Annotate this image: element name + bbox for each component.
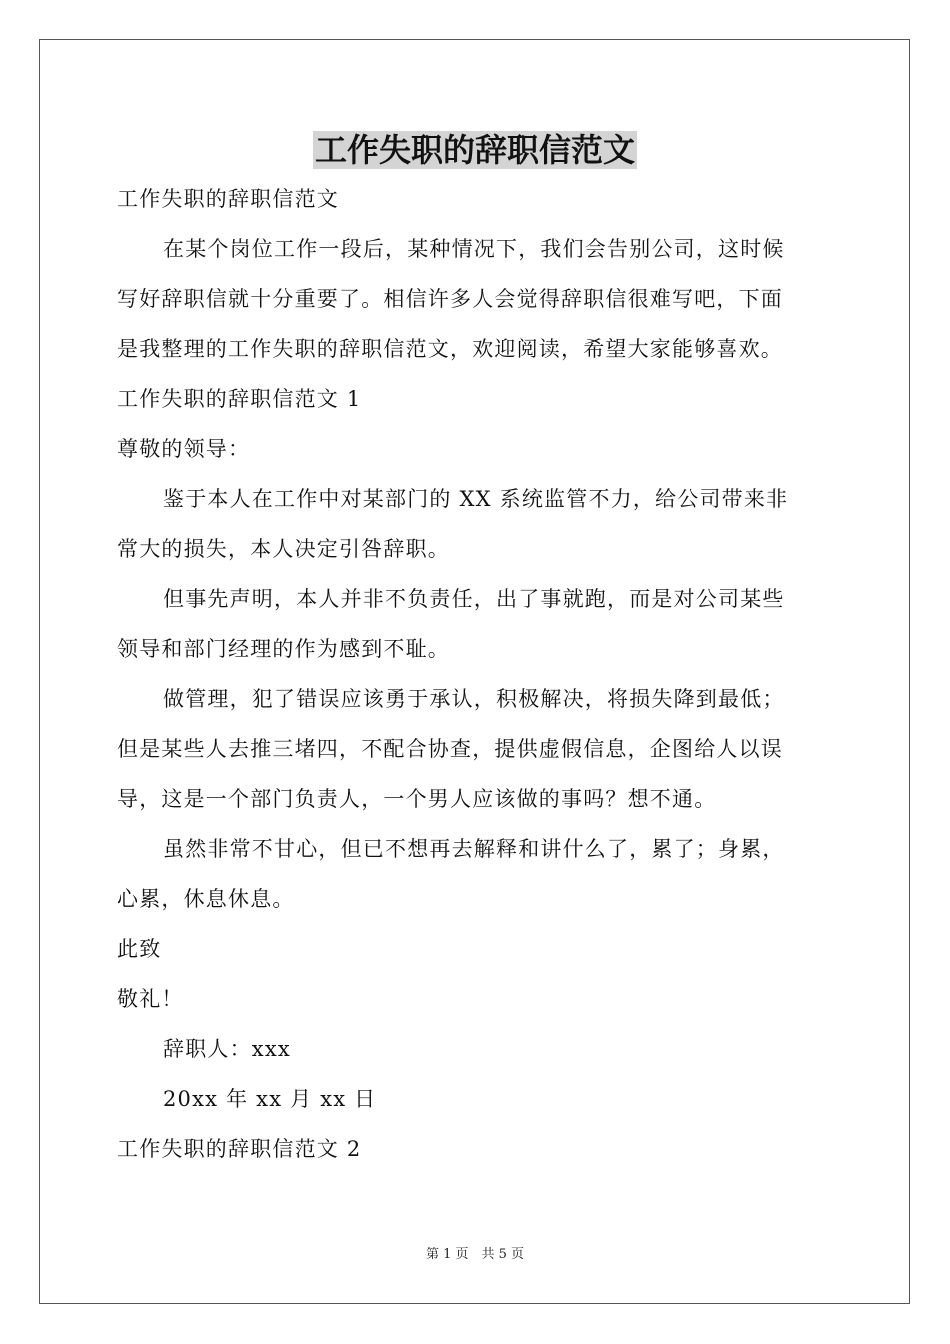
document-title [0, 128, 950, 172]
body-line: 做管理，犯了错误应该勇于承认，积极解决，将损失降到最低； [163, 687, 785, 711]
subtitle-line: 工作失职的辞职信范文 [117, 187, 339, 211]
signature-line: 辞职人：xxx [163, 1037, 291, 1061]
body-line: 导，这是一个部门负责人，一个男人应该做的事吗？想不通。 [117, 787, 717, 811]
intro-line-1: 在某个岗位工作一段后，某种情况下，我们会告别公司，这时候 [163, 237, 785, 261]
page-footer: 第 1 页 共 5 页 [425, 1247, 525, 1262]
document-title-text: 工作失职的辞职信范文 [314, 131, 635, 169]
body-line: 领导和部门经理的作为感到不耻。 [117, 637, 450, 661]
closing-regards: 敬礼！ [117, 987, 184, 1011]
section-heading-1: 工作失职的辞职信范文 1 [117, 387, 362, 411]
body-line: 但事先声明，本人并非不负责任，出了事就跑，而是对公司某些 [163, 587, 785, 611]
salutation: 尊敬的领导： [117, 437, 251, 461]
body-line: 常大的损失，本人决定引咎辞职。 [117, 537, 450, 561]
closing-line: 此致 [117, 937, 162, 961]
body-line: 但是某些人去推三堵四，不配合协查，提供虚假信息，企图给人以误 [117, 737, 783, 761]
intro-line-3: 是我整理的工作失职的辞职信范文，欢迎阅读，希望大家能够喜欢。 [117, 337, 783, 361]
body-line: 虽然非常不甘心，但已不想再去解释和讲什么了，累了；身累， [163, 837, 785, 861]
section-heading-2: 工作失职的辞职信范文 2 [117, 1137, 362, 1161]
page-border [39, 39, 910, 1304]
body-line: 心累，休息休息。 [117, 887, 295, 911]
date-line: 20xx 年 xx 月 xx 日 [163, 1087, 377, 1111]
intro-line-2: 写好辞职信就十分重要了。相信许多人会觉得辞职信很难写吧，下面 [117, 287, 783, 311]
body-line: 鉴于本人在工作中对某部门的 XX 系统监管不力，给公司带来非 [163, 487, 789, 511]
